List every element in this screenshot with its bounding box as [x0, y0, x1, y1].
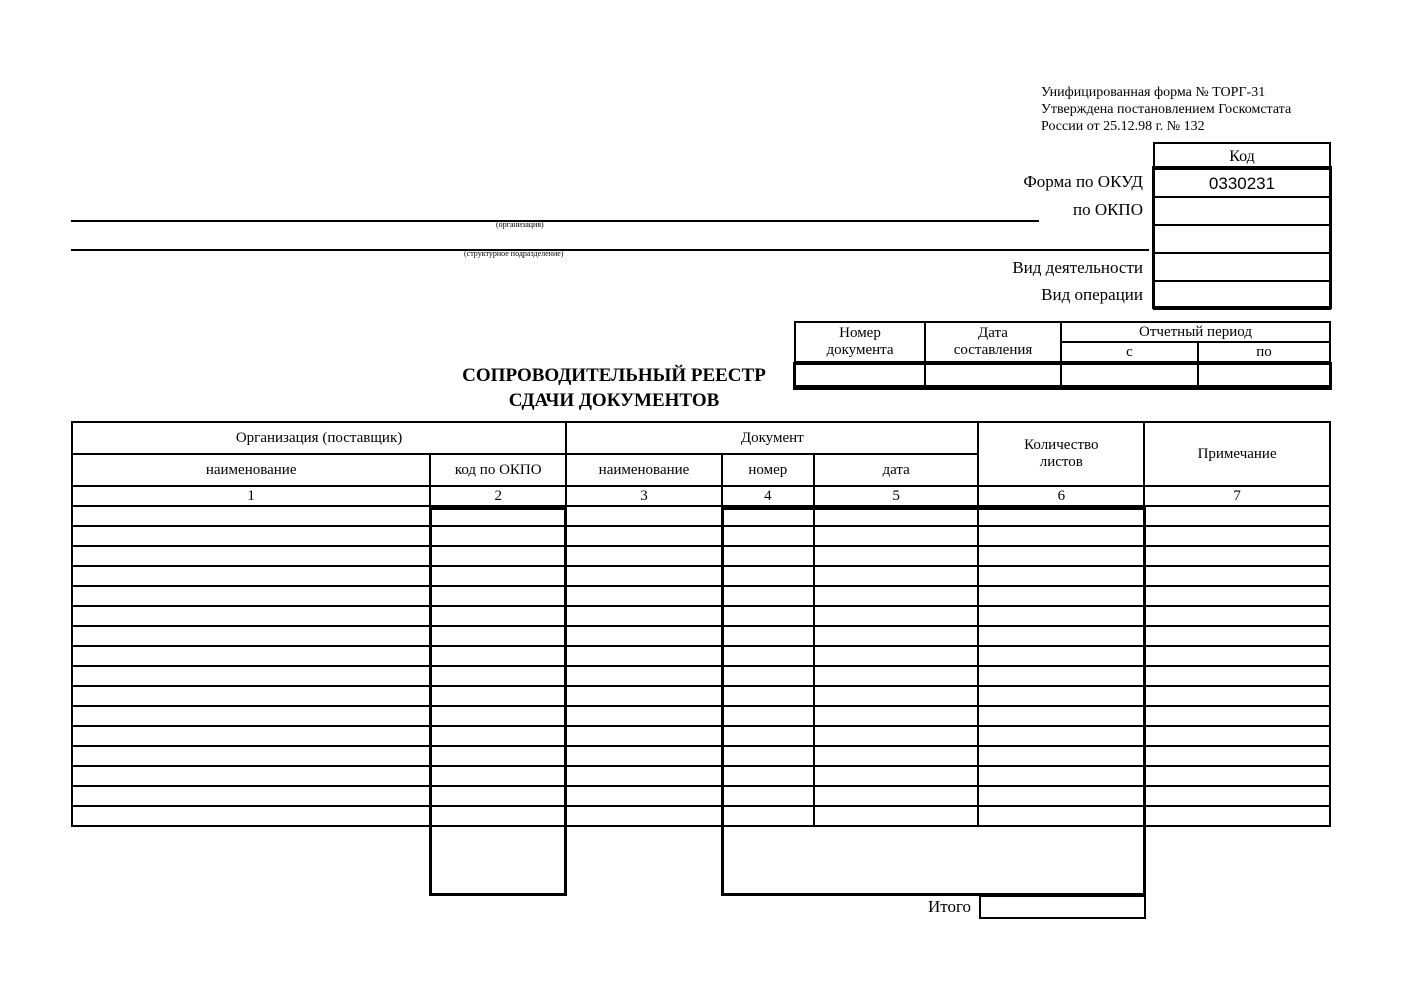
operation-value[interactable]	[1154, 281, 1330, 309]
note-header: Примечание	[1144, 422, 1330, 486]
table-cell[interactable]	[72, 786, 430, 806]
col-number: 6	[978, 486, 1144, 506]
table-cell[interactable]	[430, 786, 566, 806]
table-row	[72, 786, 1330, 806]
table-cell[interactable]	[1144, 586, 1330, 606]
table-cell[interactable]	[978, 746, 1144, 766]
table-cell[interactable]	[814, 746, 979, 766]
table-cell[interactable]	[814, 546, 979, 566]
col-number: 3	[566, 486, 722, 506]
table-cell[interactable]	[1144, 726, 1330, 746]
doc-number-col-header: номер	[722, 454, 814, 486]
organization-line[interactable]	[71, 220, 1039, 222]
table-row	[72, 506, 1330, 526]
table-row	[72, 806, 1330, 826]
table-cell[interactable]	[722, 526, 814, 546]
form-header-line3: России от 25.12.98 г. № 132	[1041, 119, 1205, 134]
table-cell[interactable]	[430, 586, 566, 606]
extra-code-value[interactable]	[1154, 225, 1330, 253]
sheets-line2: листов	[1039, 454, 1083, 470]
table-cell[interactable]	[430, 806, 566, 826]
table-cell[interactable]	[1144, 626, 1330, 646]
registry-table	[71, 421, 1331, 827]
table-cell[interactable]	[566, 546, 722, 566]
table-cell[interactable]	[566, 646, 722, 666]
col-number: 2	[430, 486, 566, 506]
table-cell[interactable]	[1144, 566, 1330, 586]
table-cell[interactable]	[1144, 786, 1330, 806]
table-cell[interactable]	[1144, 746, 1330, 766]
page-title	[440, 363, 788, 413]
table-cell[interactable]	[430, 646, 566, 666]
table-cell[interactable]	[722, 726, 814, 746]
table-row	[72, 526, 1330, 546]
table-row	[72, 686, 1330, 706]
kod-header: Код	[1154, 143, 1330, 169]
table-cell[interactable]	[430, 766, 566, 786]
activity-label: Вид деятельности	[1012, 258, 1143, 277]
table-cell[interactable]	[722, 586, 814, 606]
table-cell[interactable]	[1144, 766, 1330, 786]
total-label: Итого	[927, 897, 971, 916]
table-cell[interactable]	[814, 586, 979, 606]
table-cell[interactable]	[1144, 686, 1330, 706]
table-cell[interactable]	[978, 726, 1144, 746]
table-row	[72, 726, 1330, 746]
table-cell[interactable]	[978, 806, 1144, 826]
table-cell[interactable]	[1144, 806, 1330, 826]
table-row	[72, 706, 1330, 726]
table-cell[interactable]	[72, 526, 430, 546]
table-cell[interactable]	[722, 546, 814, 566]
table-cell[interactable]	[430, 526, 566, 546]
table-cell[interactable]	[814, 526, 979, 546]
table-cell[interactable]	[566, 686, 722, 706]
table-cell[interactable]	[430, 686, 566, 706]
organization-caption: (организация)	[496, 220, 544, 229]
table-row	[72, 646, 1330, 666]
table-cell[interactable]	[72, 686, 430, 706]
table-cell[interactable]	[566, 526, 722, 546]
table-cell[interactable]	[72, 566, 430, 586]
table-cell[interactable]	[566, 746, 722, 766]
table-cell[interactable]	[978, 606, 1144, 626]
table-cell[interactable]	[566, 726, 722, 746]
table-row	[72, 666, 1330, 686]
doc-name-header: наименование	[566, 454, 722, 486]
col-number: 5	[814, 486, 979, 506]
doc-info-table	[794, 321, 1331, 387]
table-row	[72, 746, 1330, 766]
table-cell[interactable]	[72, 506, 430, 526]
table-cell[interactable]	[430, 626, 566, 646]
table-cell[interactable]	[72, 666, 430, 686]
table-cell[interactable]	[978, 526, 1144, 546]
table-cell[interactable]	[814, 766, 979, 786]
sheets-header	[978, 422, 1144, 486]
table-cell[interactable]	[814, 606, 979, 626]
table-row	[72, 586, 1330, 606]
table-cell[interactable]	[1144, 526, 1330, 546]
table-cell[interactable]	[814, 566, 979, 586]
table-cell[interactable]	[566, 806, 722, 826]
table-cell[interactable]	[978, 626, 1144, 646]
table-cell[interactable]	[566, 566, 722, 586]
table-cell[interactable]	[722, 626, 814, 646]
table-cell[interactable]	[978, 686, 1144, 706]
period-from-header: с	[1061, 342, 1198, 362]
table-cell[interactable]	[978, 766, 1144, 786]
table-cell[interactable]	[978, 646, 1144, 666]
doc-number-header	[795, 322, 925, 362]
org-okpo-header: код по ОКПО	[430, 454, 566, 486]
table-cell[interactable]	[722, 706, 814, 726]
table-cell[interactable]	[814, 646, 979, 666]
table-cell[interactable]	[1144, 666, 1330, 686]
title-line2: СДАЧИ ДОКУМЕНТОВ	[508, 390, 720, 411]
operation-label: Вид операции	[1041, 285, 1143, 304]
table-cell[interactable]	[978, 666, 1144, 686]
org-name-header: наименование	[72, 454, 430, 486]
period-to-header: по	[1198, 342, 1330, 362]
table-cell[interactable]	[72, 726, 430, 746]
table-cell[interactable]	[722, 686, 814, 706]
table-cell[interactable]	[814, 806, 979, 826]
table-cell[interactable]	[566, 786, 722, 806]
table-cell[interactable]	[430, 606, 566, 626]
okpo-value[interactable]	[1154, 197, 1330, 225]
doc-date-line2: составления	[953, 342, 1033, 358]
table-cell[interactable]	[722, 806, 814, 826]
table-cell[interactable]	[722, 646, 814, 666]
table-cell[interactable]	[430, 726, 566, 746]
table-cell[interactable]	[566, 606, 722, 626]
table-cell[interactable]	[722, 666, 814, 686]
doc-number-line1: Номер	[839, 325, 881, 341]
okpo-label: по ОКПО	[1072, 200, 1143, 219]
title-line1: СОПРОВОДИТЕЛЬНЫЙ РЕЕСТР	[462, 365, 766, 386]
table-cell[interactable]	[72, 706, 430, 726]
division-line[interactable]	[71, 249, 1149, 251]
table-cell[interactable]	[72, 646, 430, 666]
table-cell[interactable]	[566, 666, 722, 686]
table-cell[interactable]	[978, 506, 1144, 526]
table-cell[interactable]	[1144, 646, 1330, 666]
codes-table	[1153, 142, 1331, 310]
form-header-line1: Унифицированная форма № ТОРГ-31	[1041, 85, 1266, 100]
table-cell[interactable]	[72, 546, 430, 566]
total-value[interactable]	[979, 895, 1146, 919]
table-cell[interactable]	[430, 546, 566, 566]
form-header	[1041, 84, 1291, 135]
table-row	[72, 606, 1330, 626]
table-cell[interactable]	[566, 506, 722, 526]
table-cell[interactable]	[814, 506, 979, 526]
table-cell[interactable]	[978, 546, 1144, 566]
doc-date-col-header: дата	[814, 454, 979, 486]
table-cell[interactable]	[1144, 546, 1330, 566]
table-cell[interactable]	[1144, 506, 1330, 526]
table-row	[72, 566, 1330, 586]
form-header-line2: Утверждена постановлением Госкомстата	[1041, 102, 1292, 117]
table-cell[interactable]	[430, 506, 566, 526]
table-cell[interactable]	[722, 766, 814, 786]
table-cell[interactable]	[72, 626, 430, 646]
col-number: 4	[722, 486, 814, 506]
table-cell[interactable]	[72, 766, 430, 786]
table-cell[interactable]	[430, 746, 566, 766]
table-cell[interactable]	[814, 666, 979, 686]
table-cell[interactable]	[1144, 606, 1330, 626]
doc-group-header: Документ	[566, 422, 978, 454]
division-caption: (структурное подразделение)	[464, 249, 564, 258]
org-group-header: Организация (поставщик)	[72, 422, 566, 454]
registry-body	[72, 506, 1330, 826]
table-row	[72, 766, 1330, 786]
table-cell[interactable]	[722, 606, 814, 626]
table-cell[interactable]	[566, 586, 722, 606]
table-cell[interactable]	[72, 746, 430, 766]
table-cell[interactable]	[978, 586, 1144, 606]
table-row	[72, 626, 1330, 646]
table-cell[interactable]	[72, 586, 430, 606]
table-row	[72, 546, 1330, 566]
doc-date-line1: Дата	[978, 325, 1008, 341]
table-cell[interactable]	[722, 506, 814, 526]
table-cell[interactable]	[72, 606, 430, 626]
table-cell[interactable]	[566, 626, 722, 646]
table-cell[interactable]	[566, 766, 722, 786]
doc-number-value[interactable]	[795, 362, 925, 386]
table-cell[interactable]	[814, 626, 979, 646]
table-cell[interactable]	[722, 786, 814, 806]
table-cell[interactable]	[978, 706, 1144, 726]
table-cell[interactable]	[430, 566, 566, 586]
doc-number-line2: документа	[826, 342, 894, 358]
doc-date-header	[925, 322, 1061, 362]
period-header: Отчетный период	[1061, 322, 1330, 342]
col-number: 7	[1144, 486, 1330, 506]
col-number: 1	[72, 486, 430, 506]
table-cell[interactable]	[722, 746, 814, 766]
doc-date-value[interactable]	[925, 362, 1061, 386]
table-cell[interactable]	[814, 786, 979, 806]
sheets-line1: Количество	[1024, 437, 1099, 453]
period-to-value[interactable]	[1198, 362, 1330, 386]
table-cell[interactable]	[1144, 706, 1330, 726]
table-cell[interactable]	[72, 806, 430, 826]
table-cell[interactable]	[814, 726, 979, 746]
okud-value[interactable]: 0330231	[1154, 169, 1330, 197]
period-from-value[interactable]	[1061, 362, 1198, 386]
activity-value[interactable]	[1154, 253, 1330, 281]
table-cell[interactable]	[978, 566, 1144, 586]
table-cell[interactable]	[814, 686, 979, 706]
table-cell[interactable]	[430, 706, 566, 726]
table-cell[interactable]	[722, 566, 814, 586]
okud-label: Форма по ОКУД	[1023, 172, 1143, 191]
table-cell[interactable]	[978, 786, 1144, 806]
table-cell[interactable]	[566, 706, 722, 726]
table-cell[interactable]	[430, 666, 566, 686]
table-cell[interactable]	[814, 706, 979, 726]
